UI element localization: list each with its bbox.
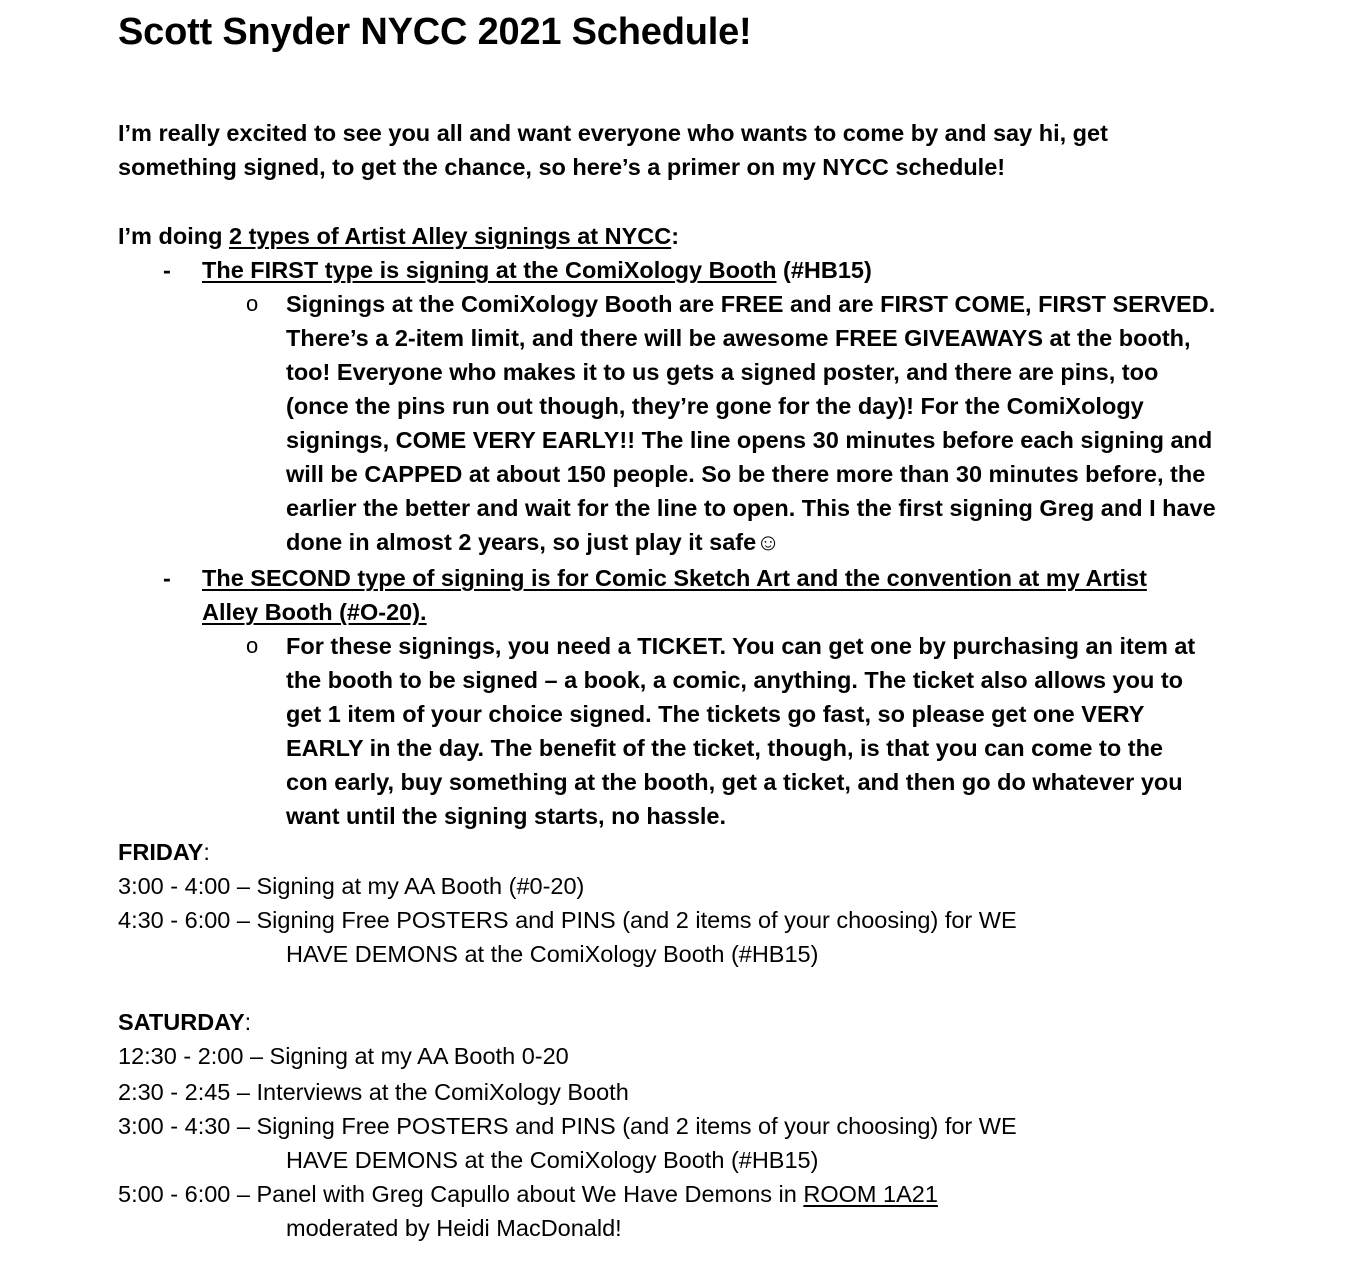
schedule-line: 2:30 - 2:45 – Interviews at the ComiXology Booth [118, 1079, 629, 1105]
intro-paragraph: I’m really excited to see you all and want everyone who wants to come by and say hi, get something signed, to get the chance, so here’s a primer on my NYCC schedule! [118, 120, 1108, 180]
room-label: ROOM 1A21 [803, 1181, 938, 1207]
panel-line-text: 5:00 - 6:00 – Panel with Greg Capullo about We Have Demons in [118, 1181, 804, 1207]
friday-heading [118, 835, 210, 869]
document-title: Scott Snyder NYCC 2021 Schedule! [118, 11, 752, 53]
saturday-colon: : [244, 1009, 252, 1035]
second-type-heading-underlined: The SECOND type of signing is for Comic Sketch Art and the convention at my Artist Alley Booth (#O-20). [202, 565, 1147, 625]
types-heading-suffix: : [671, 223, 680, 249]
second-type-details: For these signings, you need a TICKET. You can get one by purchasing an item at the booth to be signed – a book, a comic, anything. The ticket also allows you to get 1 item of your choice signed. The tickets go fast, so please get one VERY EARLY in the day. The benefit of the ticket, though, is that you can come to the con early, buy something at the booth, get a ticket, and then go do whatever you want until the signing starts, no hassle. [286, 633, 1196, 829]
schedule-line: 12:30 - 2:00 – Signing at my AA Booth 0-20 [118, 1043, 569, 1069]
types-heading-prefix: I’m doing [118, 223, 229, 249]
second-type-heading [202, 561, 1182, 629]
types-heading-underlined: 2 types of Artist Alley signings at NYCC [228, 223, 672, 249]
schedule-line: 3:00 - 4:00 – Signing at my AA Booth (#0-20) [118, 873, 585, 899]
saturday-day-label: SATURDAY [118, 1009, 245, 1035]
schedule-line-continuation: HAVE DEMONS at the ComiXology Booth (#HB15) [286, 1147, 819, 1173]
panel-line-continuation: moderated by Heidi MacDonald! [286, 1215, 622, 1241]
panel-line [118, 1177, 938, 1211]
schedule-line: 4:30 - 6:00 – Signing Free POSTERS and PINS (and 2 items of your choosing) for WE [118, 907, 1017, 933]
circle-bullet-icon: o [246, 633, 259, 658]
circle-bullet-icon: o [246, 291, 259, 316]
signing-types-heading [118, 219, 1238, 253]
first-type-heading-underlined: The FIRST type is signing at the ComiXology Booth [202, 257, 777, 283]
dash-marker: - [163, 257, 171, 283]
first-type-heading-suffix: (#HB15) [776, 257, 872, 283]
friday-colon: : [203, 839, 210, 865]
schedule-line: 3:00 - 4:30 – Signing Free POSTERS and PINS (and 2 items of your choosing) for WE [118, 1113, 1017, 1139]
first-type-heading [202, 253, 1202, 287]
schedule-line-continuation: HAVE DEMONS at the ComiXology Booth (#HB15) [286, 941, 819, 967]
friday-day-label: FRIDAY [118, 839, 204, 865]
first-type-details: Signings at the ComiXology Booth are FREE and are FIRST COME, FIRST SERVED. There’s a 2-item limit, and there will be awesome FREE GIVEAWAYS at the booth, too! Everyone who makes it to us gets a signed poster, and there are pins, too (once the pins run out though, they’re gone for the day)! For the ComiXology signings, COME VERY EARLY!! The line opens 30 minutes before each signing and will be CAPPED at about 150 people. So be there more than 30 minutes before, the earlier the better and wait for the line to open. This the first signing Greg and I have done in almost 2 years, so just play it safe☺ [286, 291, 1216, 555]
saturday-heading [118, 1005, 251, 1039]
dash-marker: - [163, 565, 171, 591]
